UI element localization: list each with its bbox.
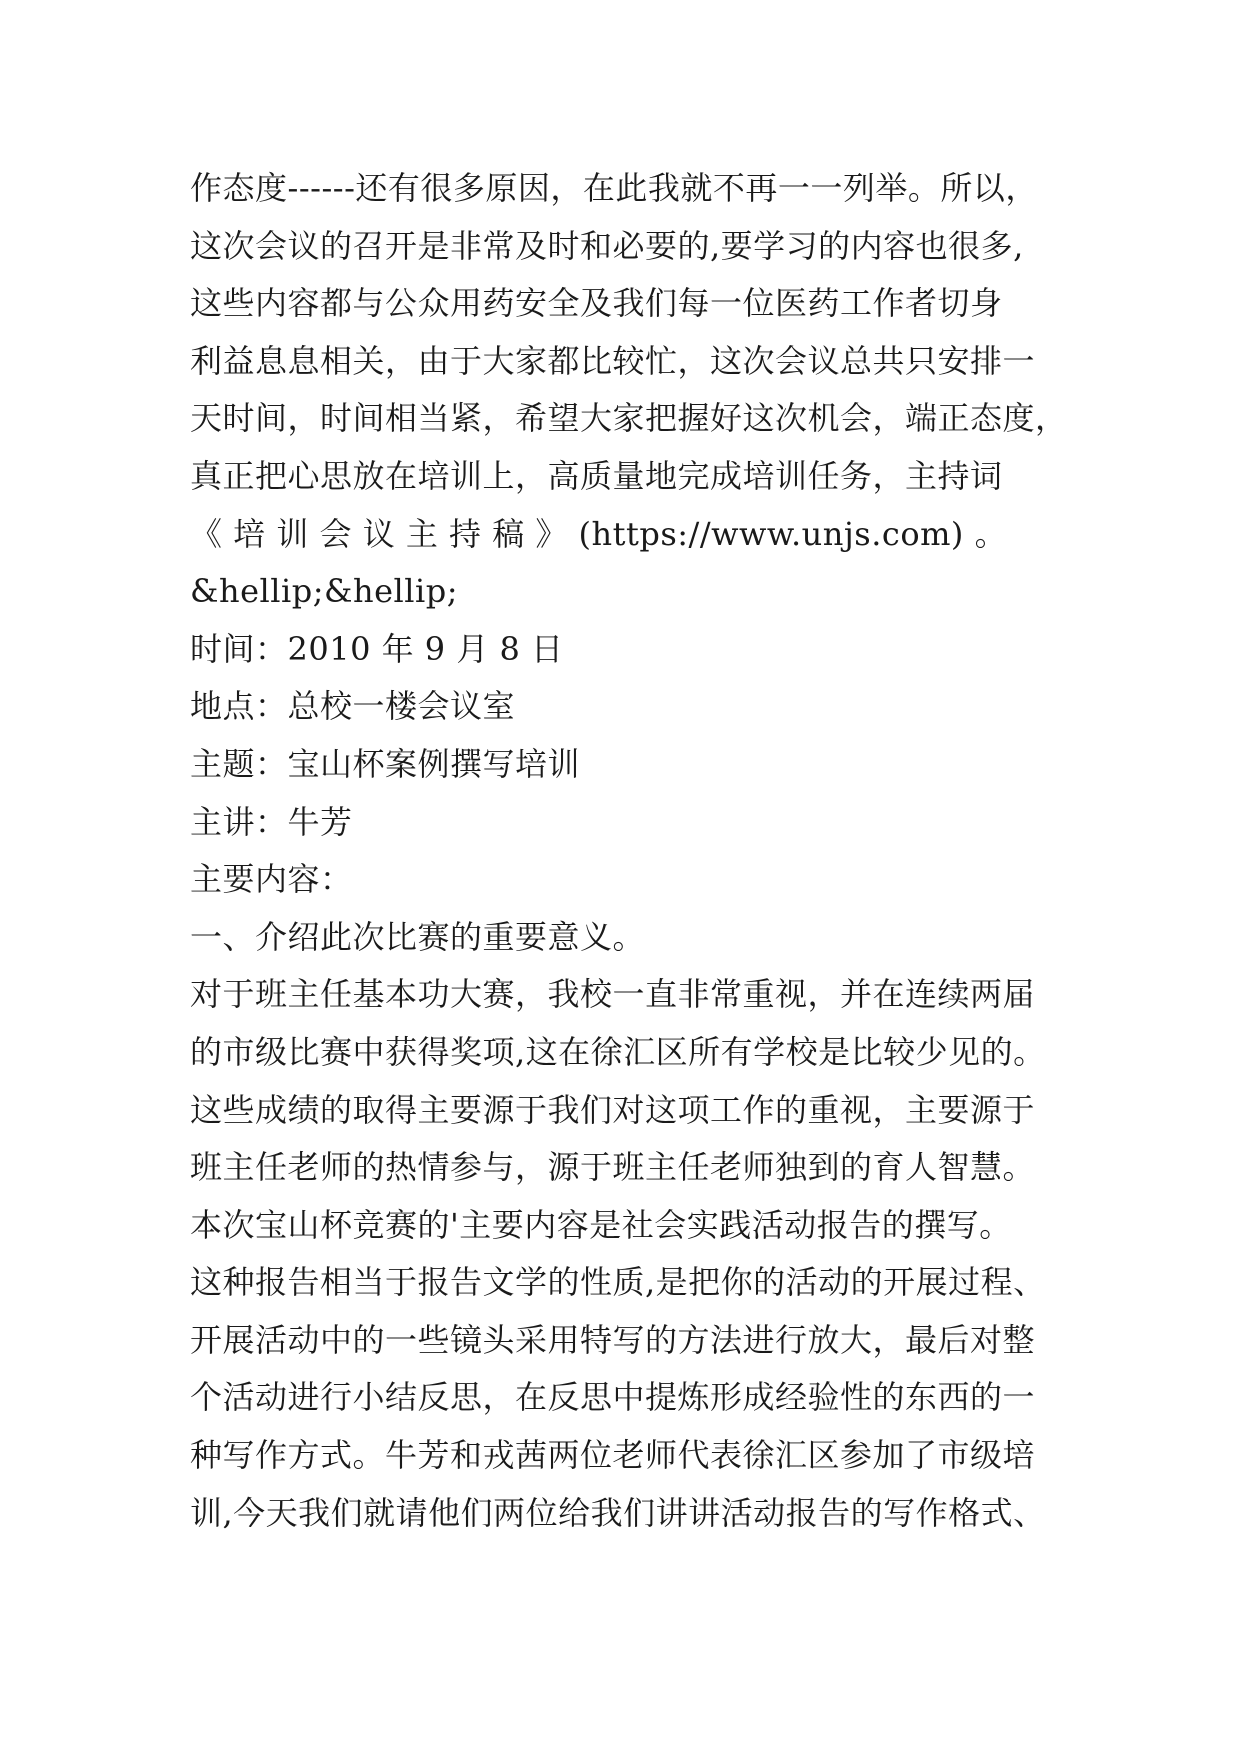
text-line: 种写作方式。牛芳和戎茜两位老师代表徐汇区参加了市级培: [190, 1436, 1036, 1475]
text-line: 利益息息相关，由于大家都比较忙，这次会议总共只安排一: [190, 341, 1036, 380]
text-line: 这次会议的召开是非常及时和必要的,要学习的内容也很多,: [190, 226, 1024, 265]
text-line: 天时间，时间相当紧，希望大家把握好这次机会，端正态度，: [190, 399, 1068, 438]
meeting-speaker: 主讲：牛芳: [190, 802, 353, 841]
text-line: 本次宝山杯竞赛的'主要内容是社会实践活动报告的撰写。: [190, 1205, 1012, 1244]
body-text: [190, 160, 1070, 1542]
text-line: 班主任老师的热情参与，源于班主任老师独到的育人智慧。: [190, 1148, 1036, 1187]
text-line: &hellip;&hellip;: [190, 572, 458, 611]
text-line: 这些成绩的取得主要源于我们对这项工作的重视，主要源于: [190, 1090, 1036, 1129]
text-line: 的市级比赛中获得奖项,这在徐汇区所有学校是比较少见的。: [190, 1032, 1046, 1071]
text-line: 训,今天我们就请他们两位给我们讲讲活动报告的写作格式、: [190, 1493, 1046, 1532]
section-heading: 主要内容：: [190, 860, 353, 899]
meeting-topic: 主题：宝山杯案例撰写培训: [190, 744, 581, 783]
text-line: 真正把心思放在培训上，高质量地完成培训任务，主持词: [190, 456, 1003, 495]
text-line: 对于班主任基本功大赛，我校一直非常重视，并在连续两届: [190, 975, 1036, 1014]
meeting-time: 时间：2010 年 9 月 8 日: [190, 629, 564, 668]
section-heading: 一、介绍此次比赛的重要意义。: [190, 917, 646, 956]
text-line: 开展活动中的一些镜头采用特写的方法进行放大，最后对整: [190, 1320, 1036, 1359]
text-line: 这种报告相当于报告文学的性质,是把你的活动的开展过程、: [190, 1263, 1046, 1302]
meeting-location: 地点：总校一楼会议室: [190, 687, 516, 726]
text-line: 这些内容都与公众用药安全及我们每一位医药工作者切身: [190, 284, 1003, 323]
text-line: 《 培 训 会 议 主 持 稿 》 (https://www.unjs.com) 。: [190, 514, 1008, 553]
text-line: 作态度------还有很多原因，在此我就不再一一列举。所以，: [190, 169, 1038, 207]
text-line: 个活动进行小结反思，在反思中提炼形成经验性的东西的一: [190, 1378, 1036, 1417]
